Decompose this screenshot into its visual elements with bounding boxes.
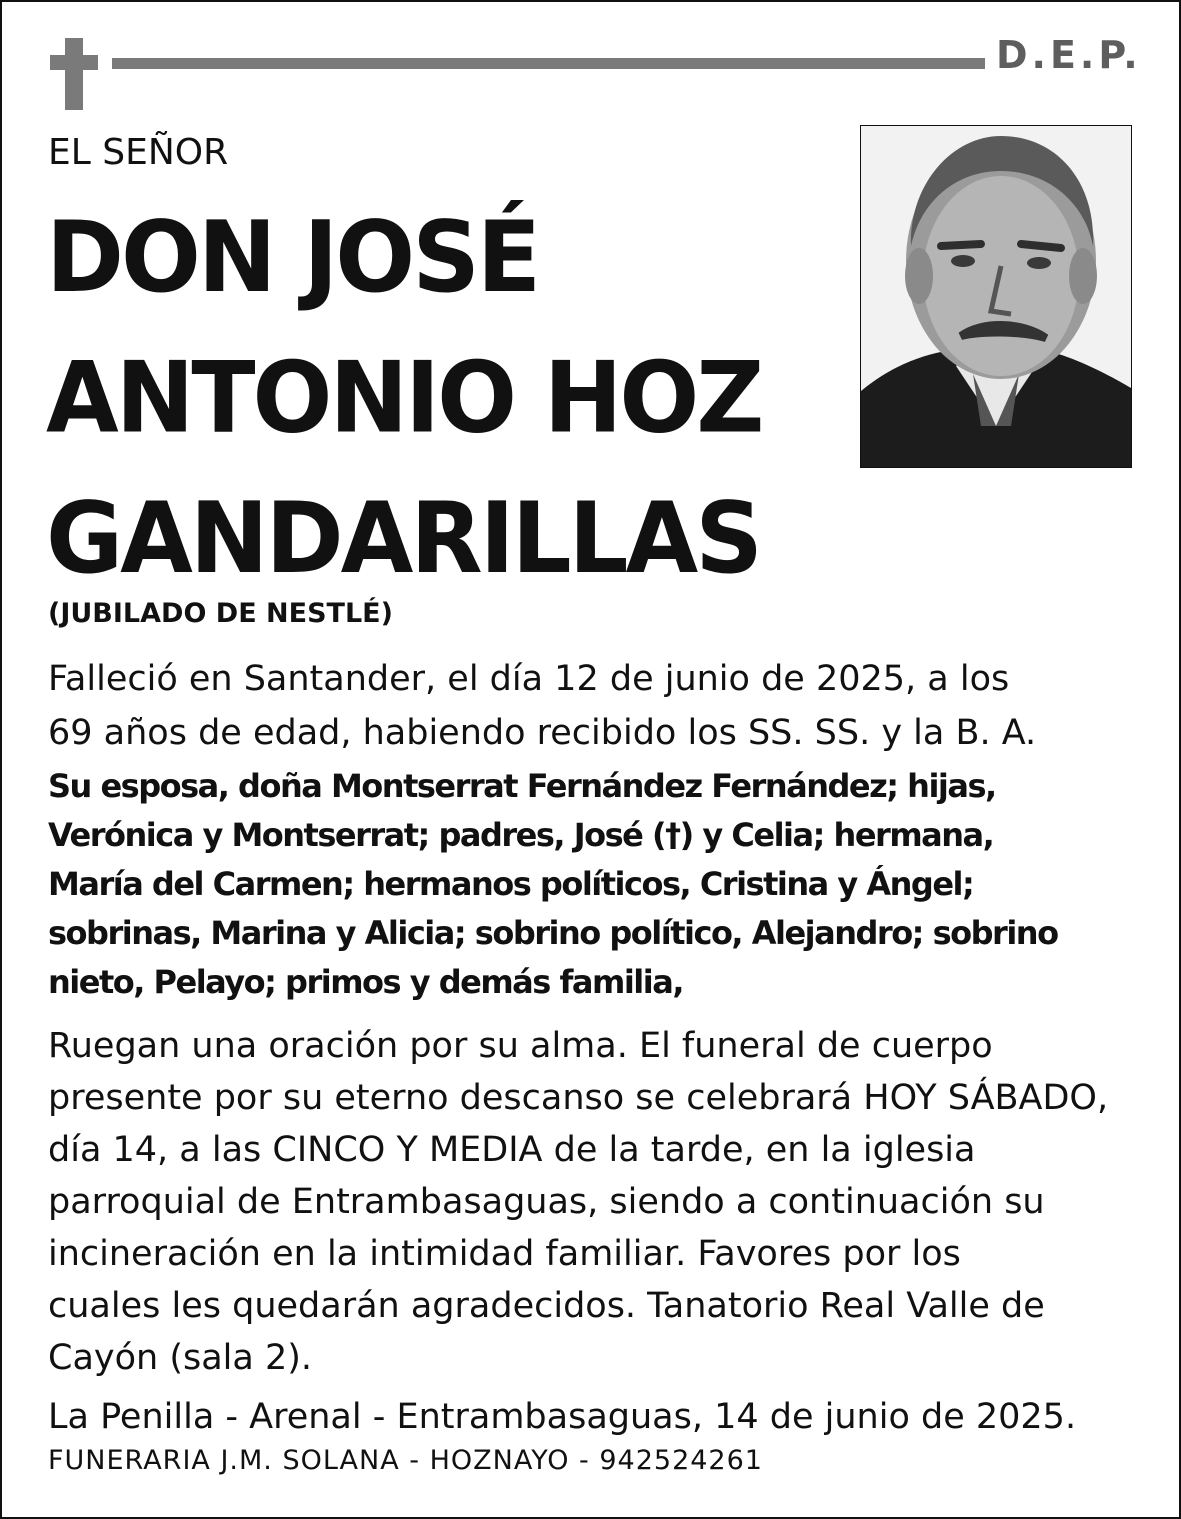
- cross-icon: [50, 38, 98, 110]
- name-line: GANDARILLAS: [46, 482, 760, 596]
- text-line: cuales les quedarán agradecidos. Tanatorio Real Valle de: [48, 1286, 1045, 1326]
- funeral-home: FUNERARIA J.M. SOLANA - HOZNAYO - 942524261: [48, 1445, 763, 1476]
- place-date: La Penilla - Arenal - Entrambasaguas, 14 de junio de 2025.: [48, 1397, 1077, 1437]
- honorific-prefix: EL SEÑOR: [48, 132, 229, 173]
- funeral-info-paragraph: [48, 1020, 1158, 1384]
- header-rule: [112, 58, 985, 69]
- text-line: incineración en la intimidad familiar. Favores por los: [48, 1234, 961, 1274]
- portrait-photo: [860, 125, 1132, 468]
- text-line: Cayón (sala 2).: [48, 1338, 313, 1378]
- text-line: Ruegan una oración por su alma. El funeral de cuerpo: [48, 1026, 993, 1066]
- name-line: ANTONIO HOZ: [46, 341, 762, 456]
- text-line: sobrinas, Marina y Alicia; sobrino político, Alejandro; sobrino: [48, 914, 1058, 952]
- name-line: DON JOSÉ: [46, 201, 539, 315]
- text-line: parroquial de Entrambasaguas, siendo a continuación su: [48, 1182, 1045, 1222]
- text-line: Falleció en Santander, el día 12 de junio de 2025, a los: [48, 659, 1010, 699]
- death-notice-paragraph: [48, 652, 1148, 760]
- text-line: 69 años de edad, habiendo recibido los SS. SS. y la B. A.: [48, 713, 1037, 753]
- occupation: (JUBILADO DE NESTLÉ): [48, 598, 393, 629]
- text-line: Verónica y Montserrat; padres, José (†) y Celia; hermana,: [48, 816, 994, 854]
- family-paragraph: [48, 762, 1158, 1007]
- text-line: presente por su eterno descanso se celebrará HOY SÁBADO,: [48, 1078, 1109, 1118]
- deceased-name: [46, 188, 846, 609]
- text-line: María del Carmen; hermanos políticos, Cristina y Ángel;: [48, 865, 974, 903]
- text-line: nieto, Pelayo; primos y demás familia,: [48, 963, 683, 1001]
- dep-label: D.E.P.: [996, 33, 1142, 77]
- text-line: día 14, a las CINCO Y MEDIA de la tarde, en la iglesia: [48, 1130, 976, 1170]
- text-line: Su esposa, doña Montserrat Fernández Fernández; hijas,: [48, 767, 996, 805]
